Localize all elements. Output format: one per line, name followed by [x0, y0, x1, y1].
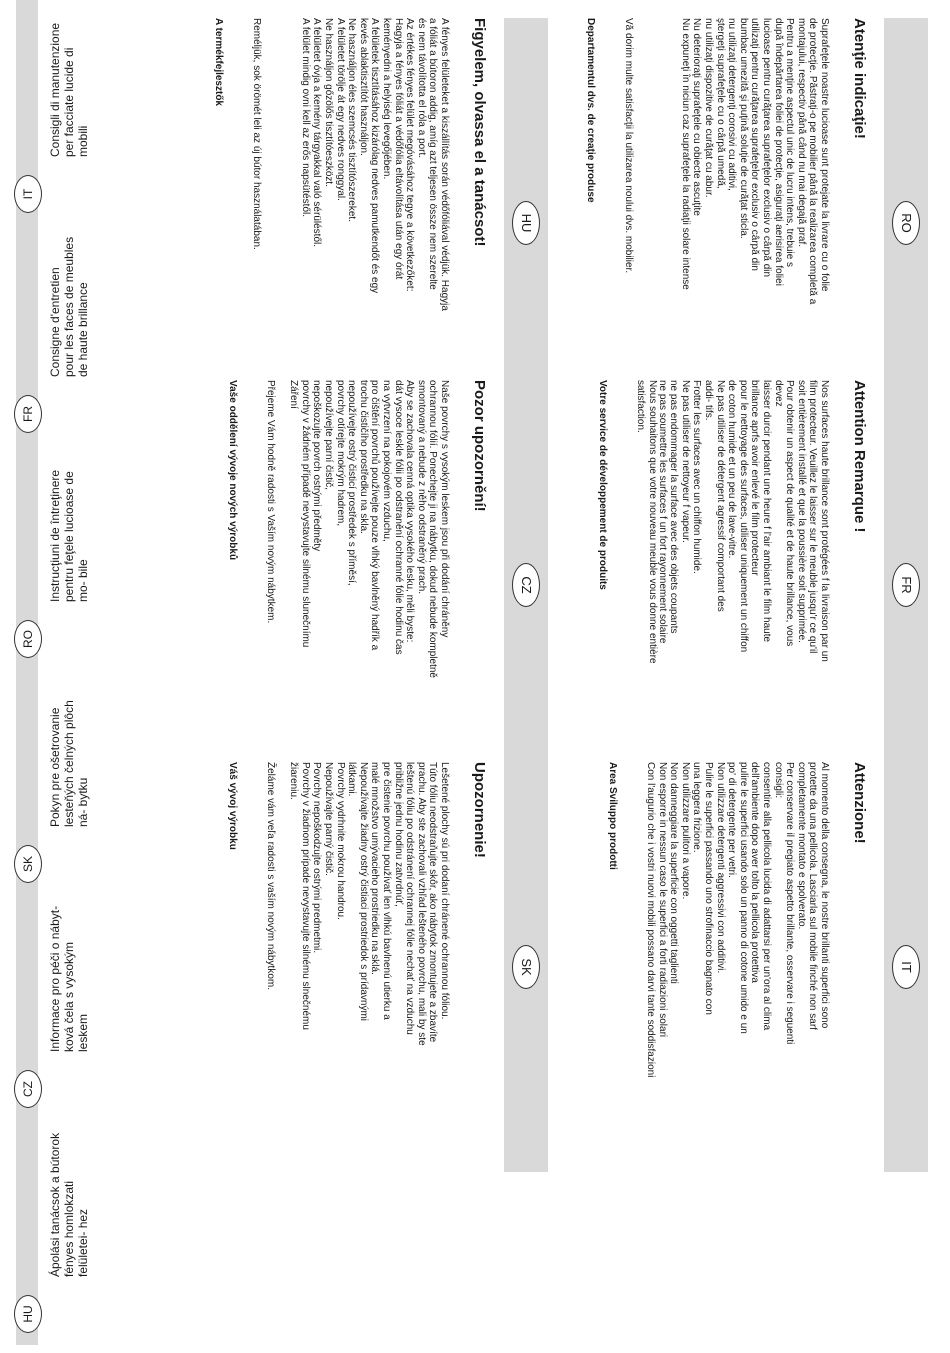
language-code-badge: [14, 620, 42, 658]
body-line: Frotter les surfaces avec un chiffon humide.: [691, 380, 703, 574]
closing-wish: [264, 762, 276, 1172]
language-code: CZ: [21, 1081, 35, 1097]
index-label: [48, 892, 90, 1052]
language-code-badge: IT: [892, 945, 920, 989]
section-body: [288, 762, 450, 1172]
language-code-badge: FR: [892, 563, 920, 607]
body-line: približne jednu hodinu zatvrdnúť,: [392, 762, 404, 907]
closing-wish: [264, 380, 276, 790]
section-fr: [568, 380, 928, 790]
section-header-bar: [504, 380, 548, 790]
body-line: Aby se zachovala cenná optika vysokého lesku, měli byste:: [404, 380, 416, 643]
body-line: de coton humide et un peu de lave-vitre.: [726, 380, 738, 559]
section-title: Upozornenie!: [471, 762, 488, 858]
section-body: [656, 762, 830, 1172]
body-line: žiareniu.: [288, 762, 300, 800]
index-label-line: ková čela s vysokým: [62, 941, 76, 1052]
language-code: IT: [21, 188, 35, 200]
index-label-line: per facciate lucide di: [62, 47, 76, 157]
body-line: pulire le superfici usando solo un panno di cotone umido e un: [737, 762, 749, 1034]
body-line: Nepoužívajte parný čistič.: [323, 762, 335, 876]
index-label-line: Ápolási tanácsok a bútorok: [48, 1132, 62, 1277]
signature: Vaše oddělení vývoje nových výrobků: [227, 380, 238, 561]
language-code-badge: [14, 1295, 42, 1333]
body-line: Non esporre in nessun caso le superfici a forti radiazioni solari: [656, 762, 668, 1038]
index-entry-fr: [16, 220, 188, 445]
body-line: devez: [772, 380, 784, 407]
section-body: [288, 380, 450, 790]
body-line: prachu. Aby ste zachovali vzhľad lešteného povrchu, mali by ste: [415, 762, 427, 1046]
index-entry-it: [16, 0, 188, 225]
body-line: po' di detergente per vetri.: [726, 762, 738, 878]
body-line: Pour obtenir un aspect de qualité et de haute brillance, vous: [784, 380, 796, 647]
wish-line: Přejeme Vám hodně radosti s Vaším novým nábytkem.: [265, 380, 276, 624]
body-line: Ne használjon gőzölős tisztítóeszközt.: [323, 18, 335, 187]
body-line: Az értékes fényes felület megóvásához tegye a következőket:: [404, 18, 416, 292]
index-label-line: mobili: [76, 125, 90, 157]
body-line: consentire alla pellicola lucida di adattarsi per un'ora al clima: [761, 762, 773, 1031]
body-line: laisser durcir pendant une heure f l'air ambiant le film haute: [761, 380, 773, 643]
language-index-strip: [16, 0, 188, 1353]
body-line: A felület mindig ovni kell az erős napsütéstől.: [299, 18, 311, 217]
body-line: brillance aprfs avoir enlevé le film protecteur: [749, 380, 761, 576]
body-line: ne pas soumettre les surfaces f un fort rayonnement solaire: [656, 380, 668, 644]
body-line: soit entièrement installé et que la poussière soit supprimée.: [795, 380, 807, 643]
body-line: Túto fóliu neodstraňujte skôr, ako nábytok zmontujete a zbavíte: [427, 762, 439, 1043]
index-label: [48, 667, 90, 827]
language-code-badge: CZ: [512, 563, 540, 607]
body-line: ştergeţi suprafeţele cu o cârpă umedă,: [714, 18, 726, 189]
index-label-line: de haute brillance: [76, 282, 90, 377]
body-line: Nu deterioraţi suprafeţele cu obiecte ascuţite: [691, 18, 703, 216]
section-title: Atenţie indicaţie!: [851, 18, 868, 139]
index-label-line: Consigli di manutenzione: [48, 22, 62, 157]
body-line: A felületek tisztításához kizárólag nedves pamutkendőt és egy: [369, 18, 381, 294]
body-line: Per conservare il pregiato aspetto brillante, osservare i seguenti: [784, 762, 796, 1045]
signature: Departamentul dvs. de creaţie produse: [585, 18, 596, 203]
language-code-badge: [14, 1070, 42, 1108]
wish-line: Nous souhaitons que votre nouveau meuble vous donne entière: [647, 380, 658, 664]
index-label-line: leskem: [76, 1013, 90, 1052]
wish-line: Con l'augurio che i vostri nuovi mobili possano darvi tante soddisfazioni: [645, 762, 656, 1078]
body-line: una leggera frizione.: [691, 762, 703, 853]
language-code: RO: [21, 630, 35, 648]
body-line: na vytvrzení na pokojovém vzduchu,: [381, 380, 393, 542]
wish-line: satisfaction.: [635, 380, 647, 433]
index-label-line: fényes homlokzati: [62, 1180, 76, 1277]
language-code-badge: SK: [512, 945, 540, 989]
body-line: kevés ablaktisztítót használjon.: [357, 18, 369, 156]
body-line: montajului, respectiv până când nu mai degajă praf.: [795, 18, 807, 248]
index-label-line: felületei- hez: [76, 1208, 90, 1277]
body-line: lucioase pentru curăţarea suprafeţelor exclusiv o cârpă din: [761, 18, 773, 278]
closing-wish: [250, 18, 262, 428]
body-line: A felületet óvja a kemény tárgyakkal való sérüléstől.: [311, 18, 323, 248]
body-line: leštenú fóliu po odstránení ochrannej fólie nechať na vzduchu: [404, 762, 416, 1035]
wish-line: Vă dorim multe satisfacţii la utilizarea noului dvs. mobilier.: [623, 18, 634, 274]
index-label: [48, 0, 90, 157]
body-line: utilizaţi pentru curăţarea suprafeţelor exclusiv o cârpă din: [749, 18, 761, 271]
wish-line: Želáme vám veľa radosti s vaším novým nábytkom.: [265, 762, 276, 990]
body-line: de protecţie. Păstraţi-o pe mobilier până la realizarea completă a: [807, 18, 819, 305]
body-line: pre čistenie povrchu používať len vlhkú bavlnenú utierku a: [381, 762, 393, 1020]
index-label: [48, 442, 90, 602]
index-label-line: Informace pro péči o nábyt-: [48, 905, 62, 1052]
body-line: Non utilizzare detergenti aggressivi con additivi.: [714, 762, 726, 974]
body-line: Non danneggiare la superficie con oggetti taglienti: [668, 762, 680, 984]
section-cz: [188, 380, 548, 790]
body-line: trochu čističího prostředku na skla.: [357, 380, 369, 534]
body-line: dell'ambiente dopo aver tolto la pellicola protettiva: [749, 762, 761, 983]
body-line: completamente montato e spolverato.: [795, 762, 807, 930]
body-line: povrchy otírejte mokrým hadrem,: [334, 380, 346, 527]
body-line: keményedni a helyiség levegőjében.: [381, 18, 393, 180]
body-line: după îndepărtarea foliei de protecţie, asiguraţi aerisirea foliei: [772, 18, 784, 286]
body-line: protette da una pellicola. Lasciarla sul mobile finché non sarf: [807, 762, 819, 1030]
index-label-line: lesteňých čelných plôch: [62, 700, 76, 827]
body-line: pro čištění povrchů používejte pouze vlhký bavlněný hadřík a: [369, 380, 381, 651]
body-line: Suprafeţele noastre lucioase sunt protejate la livrare cu o folie: [819, 18, 830, 292]
body-line: látkami.: [346, 762, 358, 797]
body-line: nepoužívejte parní čistič,: [323, 380, 335, 491]
language-code: HU: [21, 1305, 35, 1323]
section-title: Attenzione!: [851, 762, 868, 844]
section-hu: [188, 18, 548, 428]
language-code-badge: RO: [892, 201, 920, 245]
body-line: Naše povrchy s vysokým leskem jsou při dodání chráněny: [439, 380, 450, 638]
section-title: Pozor upozornění!: [471, 380, 488, 512]
index-entry-sk: [16, 670, 188, 895]
index-label-line: mo- bile: [76, 559, 90, 602]
language-code-badge: [14, 845, 42, 883]
body-line: addi- tifs.: [703, 380, 715, 421]
body-line: pour le nettoyage des surfaces, utiliser uniquement un chiffon: [737, 380, 749, 653]
body-line: Povrchy vydrhnite mokrou handrou.: [334, 762, 346, 920]
section-sk: [188, 762, 548, 1172]
section-body: [656, 380, 830, 790]
section-header-bar: [884, 762, 928, 1172]
body-line: Nepoužívajte žiadny ostrý čistiaci prostriedok s prídavnými: [357, 762, 369, 1021]
section-body: [679, 18, 830, 428]
body-line: Ne pas utiliser de détergent agressif comportant des: [714, 380, 726, 612]
body-line: povrchy v žádném případě nevystavujte silnému slunečnímu: [299, 380, 311, 648]
language-code-badge: [14, 395, 42, 433]
body-line: Nos surfaces haute brillance sont protégées f la livraison par un: [819, 380, 830, 662]
body-line: nu utilizaţi detergenţi corosivi cu aditivi,: [726, 18, 738, 191]
index-entry-cz: [16, 895, 188, 1120]
body-line: Al momento della consegna, le nostre brillanti superfici sono: [819, 762, 830, 1029]
section-title: Attention Remarque !: [851, 380, 868, 533]
section-header-bar: [884, 380, 928, 790]
index-label-line: Instrucţiuni de întreţinere: [48, 469, 62, 602]
body-line: ne pas endommager la surface avec des objets coupants: [668, 380, 680, 634]
body-line: Povrchy nepoškodzujte ostrými predmetmi.: [311, 762, 323, 954]
body-line: Ne használjon éles szemcsés tisztítószereket.: [346, 18, 358, 222]
signature: A termékfejlesztők: [213, 18, 224, 106]
section-it: [568, 762, 928, 1172]
index-label-line: ná- bytku: [76, 777, 90, 827]
language-code-badge: HU: [512, 201, 540, 245]
body-line: a fóliát a bútoron addig, amíg azt teljesen össze nem szerelte: [427, 18, 439, 290]
body-line: nepoužívejte ostrý čisticí prostředek s příměsí,: [346, 380, 358, 586]
section-header-bar: [504, 762, 548, 1172]
signature: Area Sviluppo prodotti: [607, 762, 618, 870]
closing-wish: [622, 18, 634, 428]
body-line: smontovaný a nebude z něho odstraněný prach.: [415, 380, 427, 595]
section-title: Figyelem, olvassa el a tanácsot!: [471, 18, 488, 247]
closing-wish: [635, 380, 658, 790]
body-line: és nem távolította el róla a port.: [415, 18, 427, 159]
body-line: ochrannou fólií. Ponechejte ji na nábytku, dokud nebude kompletně: [427, 380, 439, 678]
section-body: [299, 18, 450, 428]
index-label-line: Consigne d'entretien: [48, 267, 62, 377]
signature: Votre service de développement de produits: [597, 380, 608, 590]
body-line: Povrchy v žiadnom prípade nevystavujte silnému slnečnému: [299, 762, 311, 1030]
body-line: dát vysoce leskle fólii po odstranění ochranné fólie hodinu čas: [392, 380, 404, 655]
language-code-badge: [14, 175, 42, 213]
body-line: Pentru a menţine aspectul unic de lucru intens, trebuie s: [784, 18, 796, 268]
index-label-line: pour les faces de meubles: [62, 236, 76, 377]
closing-wish: [644, 762, 656, 1172]
body-line: Non utilizzare pulitori a vapore.: [679, 762, 691, 900]
body-line: Ne pas utiliser de nettoyeur f vapeur.: [679, 380, 691, 543]
body-line: Lešetené plochy sú pri dodaní chránené ochrannou fóliou.: [439, 762, 450, 1020]
body-line: Hagyja a fényes fóliát a védőfólia eltávolítása után egy órát: [392, 18, 404, 280]
section-ro: [568, 18, 928, 428]
body-line: A fényes felületeket a kiszállítás során védőfóliával védjük. Hagyja: [439, 18, 450, 311]
signature: Váš vývoj výrobku: [227, 762, 238, 850]
body-line: nepoškozujte povrch ostrými předměty: [311, 380, 323, 552]
index-entry-hu: [16, 1120, 188, 1345]
body-line: A felületet törölje át egy nedves ronggyal.: [334, 18, 346, 201]
body-line: bumbac umezită şi puţină soluţie de curăţat sticla.: [737, 18, 749, 239]
index-label-line: pentru feţele lucioase de: [62, 471, 76, 602]
index-entry-ro: [16, 445, 188, 670]
section-header-bar: [884, 18, 928, 428]
language-code: SK: [21, 855, 35, 873]
language-code: FR: [21, 406, 35, 422]
body-line: Nu expuneţi în niciun caz suprafeţele la radiaţii solare intense: [679, 18, 691, 290]
index-label-line: Pokyn pre ošetrovanie: [48, 707, 62, 827]
wish-line: Reméljük, sok örömét leli az új bútor használatában.: [251, 18, 262, 250]
body-line: Záření: [288, 380, 300, 409]
section-header-bar: [504, 18, 548, 428]
body-line: consigli:: [772, 762, 784, 799]
body-line: film protecteur. Veuillez le laisser sur le meuble jusqu'r ce qu'il: [807, 380, 819, 654]
instructions-area: [188, 0, 928, 1353]
body-line: Pulire le superfici passando uno strofinaccio bagnato con: [703, 762, 715, 1015]
index-label: [48, 217, 90, 377]
body-line: nu utilizaţi dispozitive de curăţat cu abur.: [703, 18, 715, 198]
index-label: [48, 1117, 90, 1277]
body-line: malé množstvo umývacieho prostriedku na sklá.: [369, 762, 381, 975]
